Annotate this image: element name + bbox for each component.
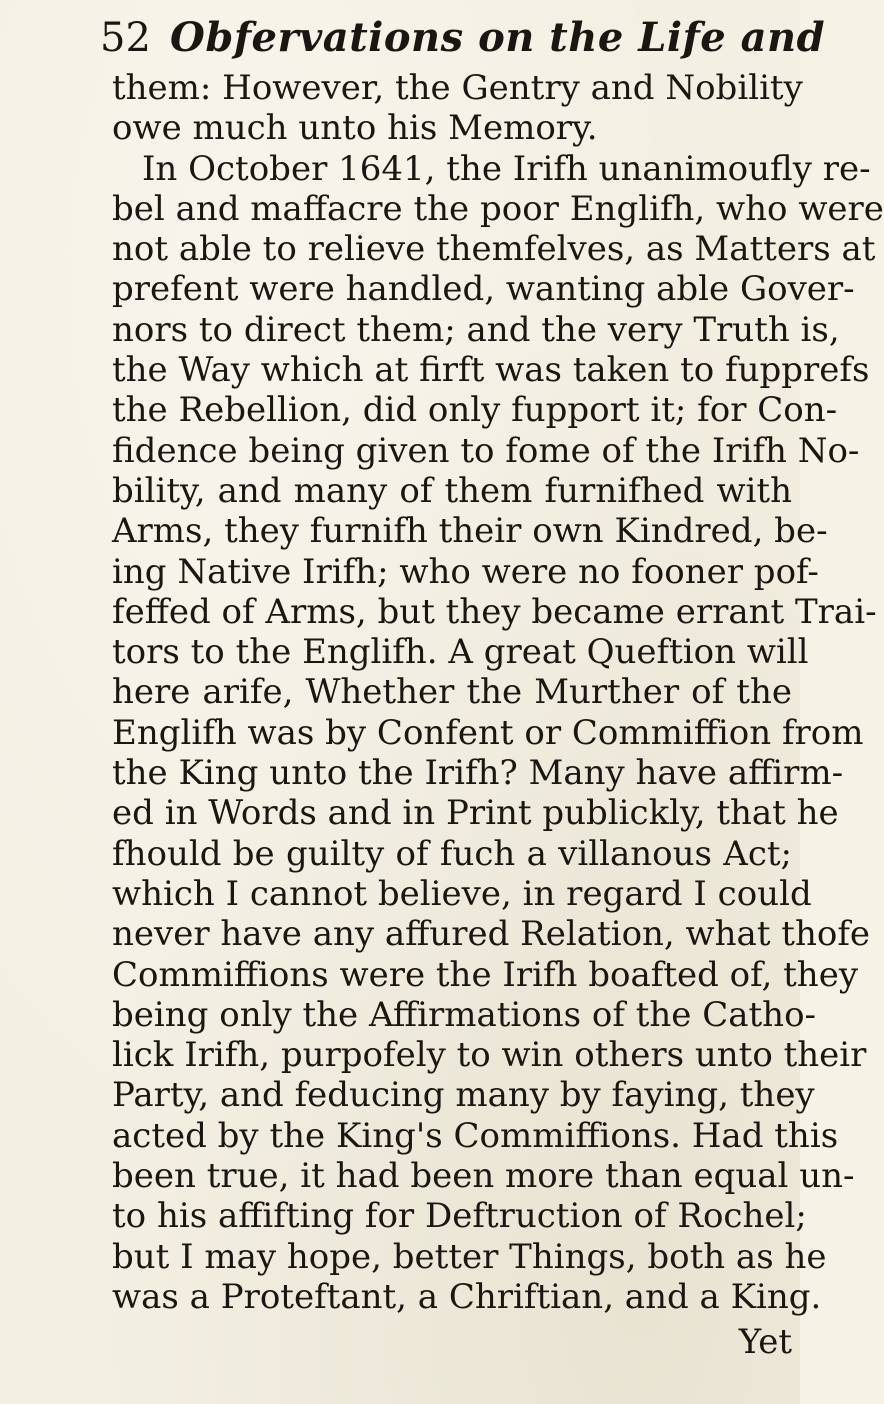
text-line: Commiffions were the Irifh boafted of, they (112, 954, 859, 995)
text-line: been true, it had been more than equal un- (112, 1156, 855, 1197)
text-line: In October 1641, the Irifh unanimoufly re- (142, 148, 871, 189)
text-line: not able to relieve themfelves, as Matters at (112, 229, 876, 270)
running-title: Obfervations on the Life and (170, 14, 826, 61)
text-line: fhould be guilty of fuch a villanous Act; (112, 833, 792, 874)
text-line: ed in Words and in Print publickly, that he (112, 793, 839, 834)
text-line: bel and maffacre the poor Englifh, who were (112, 188, 884, 229)
text-line: feffed of Arms, but they became errant Trai- (112, 591, 877, 632)
page-number: 52 (100, 15, 151, 61)
text-line: Party, and feducing many by faying, they (112, 1075, 815, 1116)
text-line: them: However, the Gentry and Nobility (112, 68, 803, 108)
text-line: lick Irifh, purpofely to win others unto their (112, 1035, 867, 1076)
text-line: tors to the Englifh. A great Queftion will (112, 632, 809, 673)
text-line: being only the Affirmations of the Catho- (112, 994, 817, 1035)
text-line: fidence being given to fome of the Irifh No- (112, 430, 860, 471)
text-line: the King unto the Irifh? Many have affirm- (112, 753, 844, 794)
text-line: nors to direct them; and the very Truth is, (112, 309, 840, 350)
catchword: Yet (738, 1322, 792, 1362)
running-head (100, 10, 826, 66)
text-line: prefent were handled, wanting able Gover- (112, 269, 855, 310)
text-line: here arife, Whether the Murther of the (112, 672, 792, 713)
text-line: never have any affured Relation, what thofe (112, 914, 871, 955)
text-line: Englifh was by Confent or Commiffion from (112, 712, 864, 753)
body-text (112, 68, 884, 1317)
text-line: to his affifting for Deftruction of Rochel; (112, 1196, 807, 1237)
text-line: owe much unto his Memory. (112, 108, 598, 149)
text-line: acted by the King's Commiffions. Had this (112, 1115, 839, 1156)
text-line: Arms, they furnifh their own Kindred, be- (112, 511, 828, 552)
text-line: bility, and many of them furnifhed with (112, 470, 792, 511)
text-line: but I may hope, better Things, both as he (112, 1236, 827, 1277)
text-line: the Rebellion, did only fupport it; for Con- (112, 390, 838, 431)
page-footer (112, 1320, 792, 1364)
text-line: which I cannot believe, in regard I could (112, 873, 812, 914)
text-line: the Way which at firft was taken to fupprefs (112, 350, 870, 391)
text-line: ing Native Irifh; who were no fooner pof- (112, 551, 819, 592)
text-line: was a Proteftant, a Chriftian, and a King. (112, 1276, 822, 1317)
